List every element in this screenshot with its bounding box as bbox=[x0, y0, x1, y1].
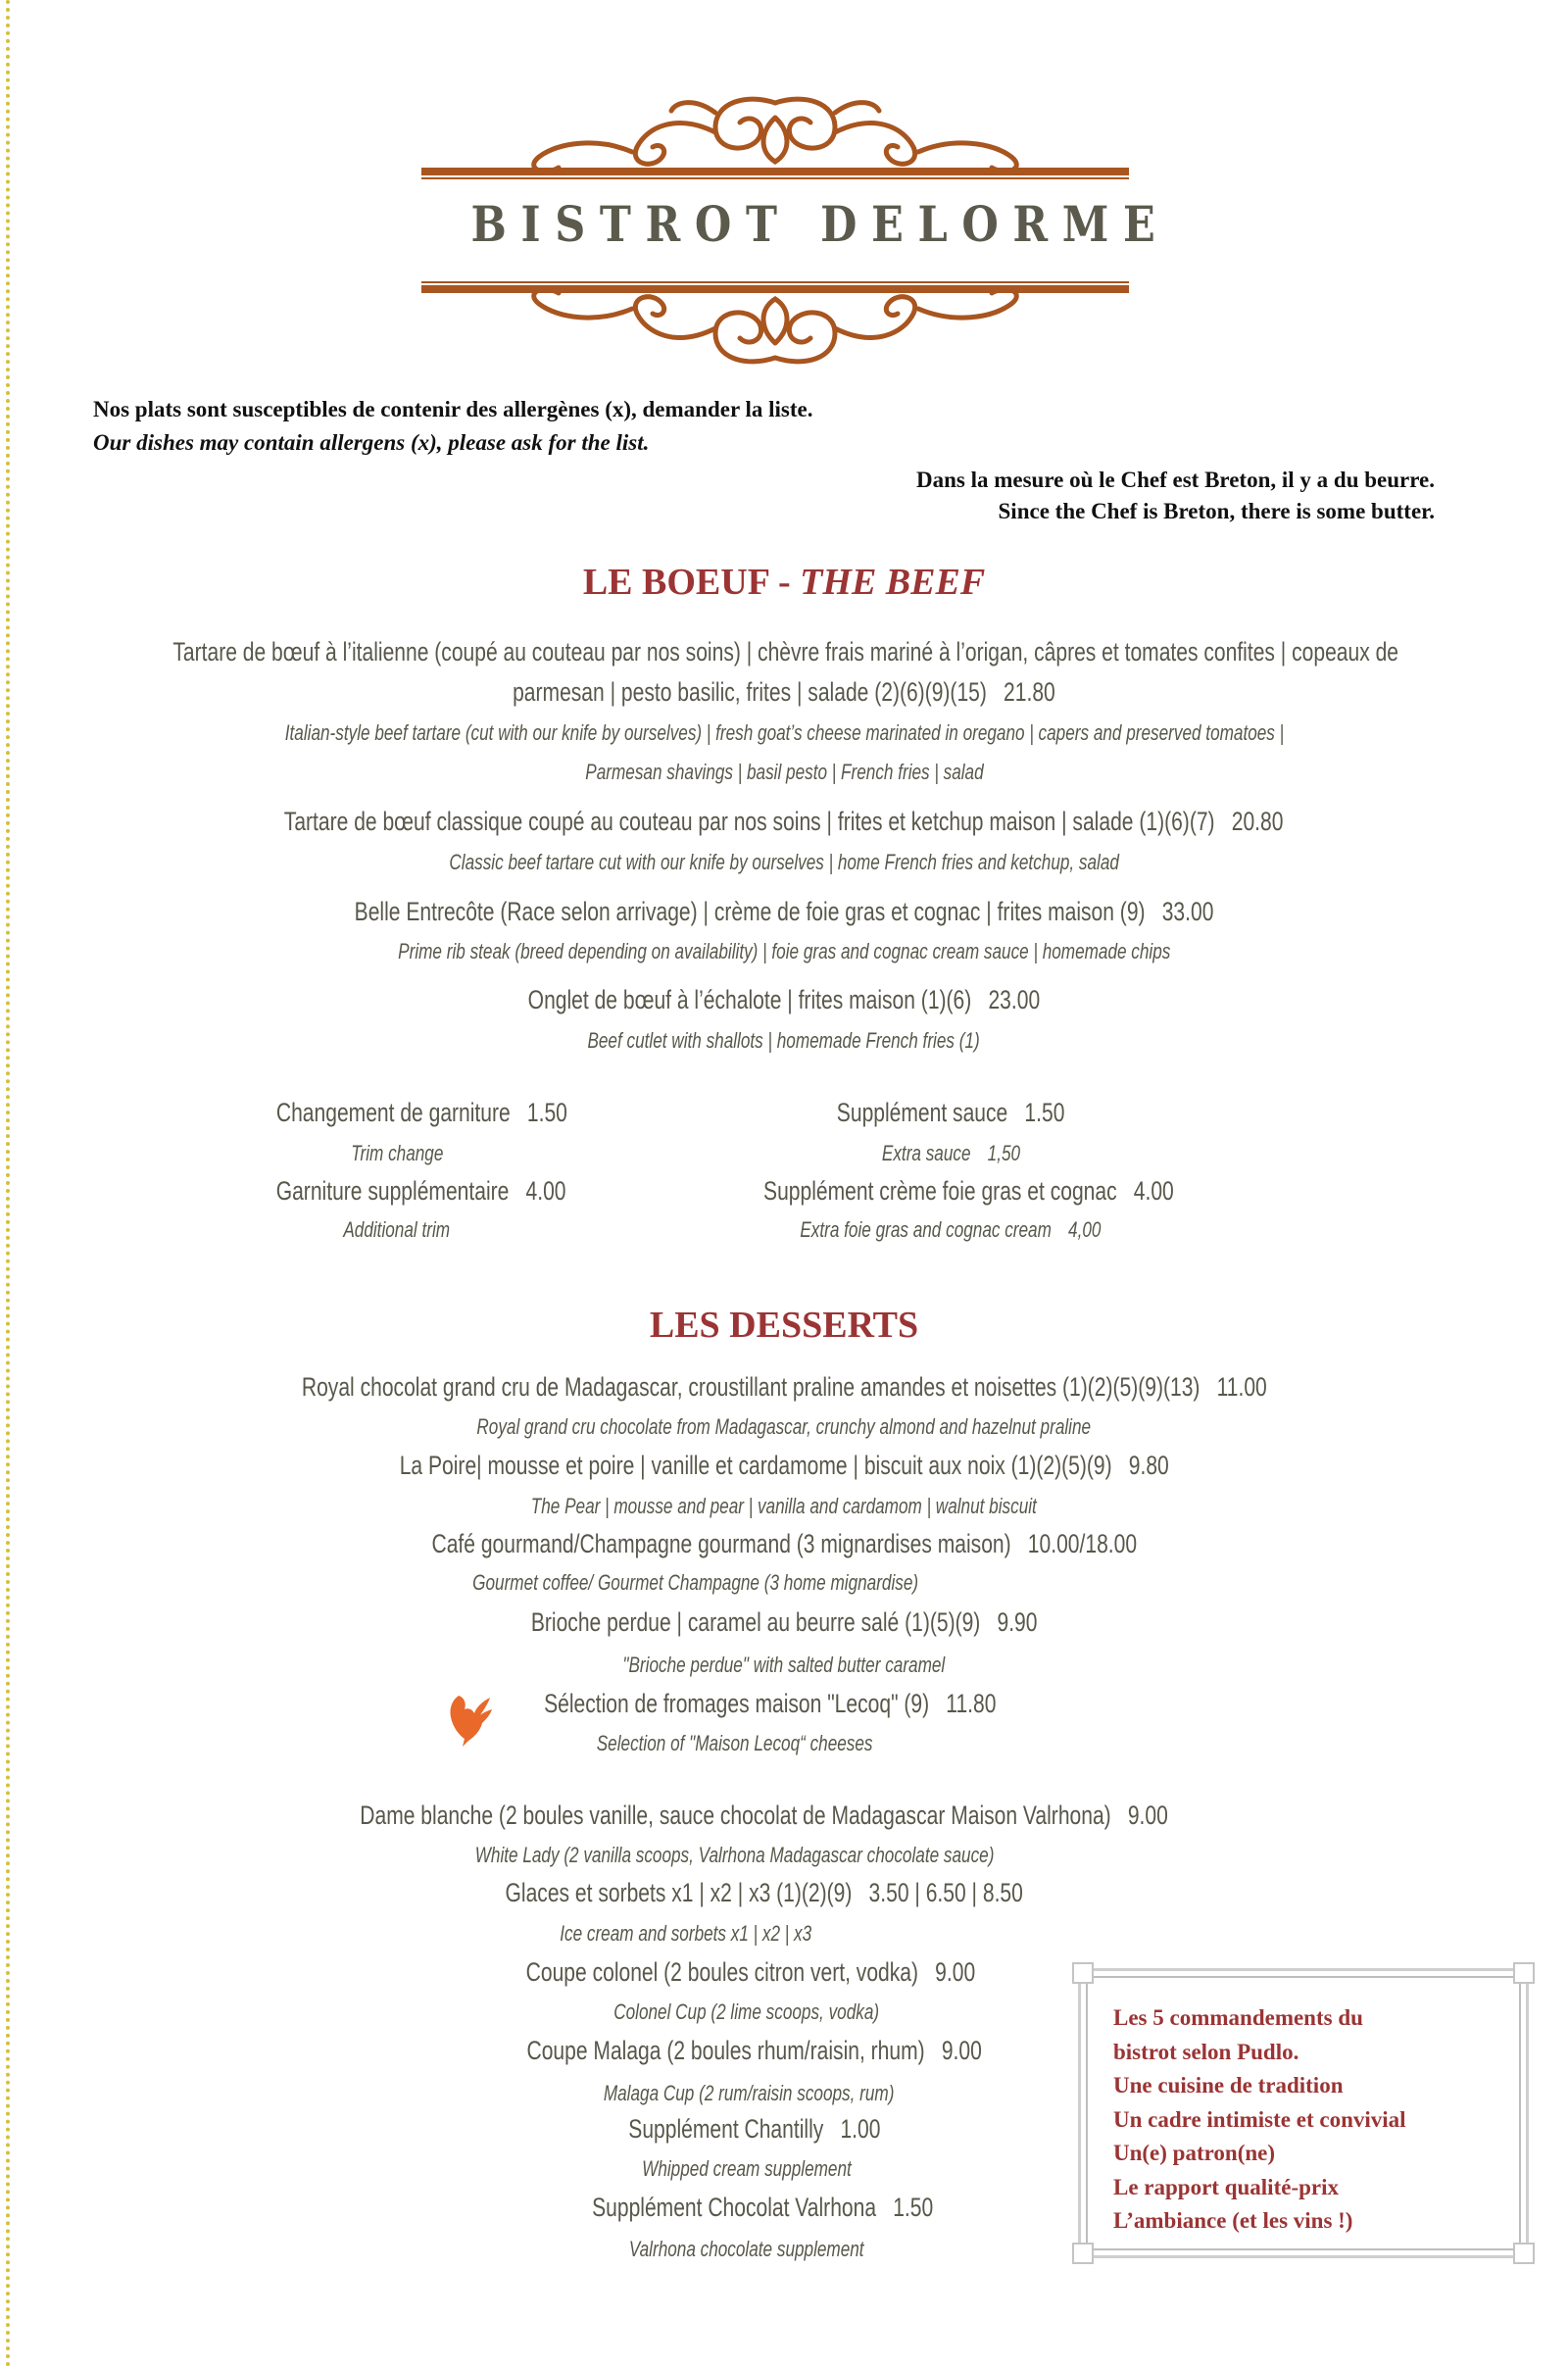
dish-desc-en bbox=[0, 1489, 1568, 1524]
extra-desc-en-text: Trim change bbox=[350, 1141, 444, 1165]
extra-desc-en bbox=[225, 1136, 568, 1171]
commandment-item: L’ambiance (et les vins !) bbox=[1113, 2208, 1353, 2233]
extra-name: Supplément sauce bbox=[836, 1098, 1008, 1127]
dish-price: 9.00 bbox=[1128, 1801, 1169, 1830]
dish-desc-en bbox=[0, 1023, 1568, 1059]
menu-item-onglet bbox=[0, 982, 1568, 1017]
menu-item-fromages bbox=[0, 1686, 1554, 1721]
dish-price: 1.00 bbox=[840, 2114, 881, 2144]
dish-desc-en bbox=[0, 1838, 1519, 1873]
dish-desc-en-text: Classic beef tartare cut with our knife by ourselves | home French fries and ketchup, salad bbox=[449, 850, 1119, 874]
dish-name-fr: Brioche perdue | caramel au beurre salé (1)(5)(9) bbox=[530, 1607, 981, 1637]
butter-notice-en: Since the Chef is Breton, there is some butter. bbox=[998, 499, 1435, 523]
dish-desc-en-text: Valrhona chocolate supplement bbox=[629, 2237, 864, 2261]
extra-desc-en bbox=[706, 1136, 1196, 1171]
dish-desc-en-text: Colonel Cup (2 lime scoops, vodka) bbox=[613, 1999, 880, 2024]
extra-name: Supplément crème foie gras et cognac bbox=[763, 1176, 1117, 1206]
corner-ornament-icon bbox=[1513, 2243, 1535, 2264]
menu-item-tartare-classique bbox=[0, 804, 1568, 839]
commandment-item: Un cadre intimiste et convivial bbox=[1113, 2106, 1406, 2132]
dish-name-fr: Sélection de fromages maison "Lecoq" (9) bbox=[544, 1689, 930, 1718]
dish-name-fr: Coupe Malaga (2 boules rhum/raisin, rhum) bbox=[526, 2036, 926, 2065]
dish-name-fr: La Poire| mousse et poire | vanille et cardamome | biscuit aux noix (1)(2)(5)(9) bbox=[399, 1451, 1112, 1480]
dish-name-fr: Supplément Chantilly bbox=[628, 2114, 824, 2144]
dish-desc-en-text: Gourmet coffee/ Gourmet Champagne (3 home mignardise) bbox=[472, 1570, 919, 1595]
dish-desc-en bbox=[0, 1409, 1568, 1445]
allergens-notice-en: Our dishes may contain allergens (x), please ask for the list. bbox=[93, 430, 650, 455]
extra-price: 4.00 bbox=[525, 1176, 566, 1206]
dish-desc-en-text: Malaga Cup (2 rum/raisin scoops, rum) bbox=[603, 2081, 895, 2105]
dish-price: 33.00 bbox=[1161, 897, 1214, 926]
commandments-list bbox=[1113, 2001, 1406, 2239]
commandments-heading-1: Les 5 commandements du bbox=[1113, 2005, 1363, 2030]
dish-desc-en bbox=[0, 1916, 1470, 1951]
menu-item-dame-blanche bbox=[0, 1798, 1548, 1833]
extra-price: 4.00 bbox=[1133, 1176, 1174, 1206]
dish-price: 9.80 bbox=[1128, 1451, 1169, 1480]
dish-name-fr: Dame blanche (2 boules vanille, sauce chocolat de Madagascar Maison Valrhona) bbox=[360, 1801, 1112, 1830]
dish-desc-en-text: The Pear | mousse and pear | vanilla and cardamom | walnut biscuit bbox=[530, 1494, 1038, 1518]
section-title-beef bbox=[0, 561, 1568, 604]
menu-item-tartare-italienne-cont bbox=[0, 674, 1568, 710]
dish-desc-en bbox=[0, 755, 1568, 790]
dish-price: 11.00 bbox=[1216, 1372, 1267, 1402]
dish-desc-en bbox=[0, 1648, 1568, 1683]
dish-price: 11.80 bbox=[946, 1689, 997, 1718]
extra-desc-en bbox=[706, 1212, 1196, 1248]
menu-item-cafe-gourmand bbox=[0, 1526, 1568, 1561]
section-title-beef-en: THE BEEF bbox=[800, 562, 986, 603]
dish-price: 20.80 bbox=[1232, 807, 1284, 836]
extra-desc-en-text: Extra sauce bbox=[881, 1141, 971, 1165]
extra-sauce bbox=[706, 1095, 1196, 1130]
section-title-beef-fr: LE BOEUF - bbox=[582, 562, 801, 603]
dish-desc-en-text: Parmesan shavings | basil pesto | French fries | salad bbox=[584, 760, 984, 784]
dish-name-fr: Tartare de bœuf classique coupé au couteau par nos soins | frites et ketchup maison | salade (1)(6)(7) bbox=[284, 807, 1215, 836]
dish-name-fr: Belle Entrecôte (Race selon arrivage) | crème de foie gras et cognac | frites maison (9) bbox=[354, 897, 1146, 926]
ornament-bottom-icon bbox=[421, 279, 1129, 368]
dish-price: 21.80 bbox=[1004, 677, 1055, 707]
dish-desc-en-text: Prime rib steak (breed depending on availability) | foie gras and cognac cream sauce | homemade chips bbox=[397, 939, 1171, 963]
extra-price-en: 4,00 bbox=[1068, 1217, 1102, 1242]
dish-desc-en bbox=[0, 716, 1568, 751]
corner-ornament-icon bbox=[1072, 1962, 1094, 1984]
logo bbox=[421, 93, 1170, 368]
dish-desc-en-text: Beef cutlet with shallots | homemade French fries (1) bbox=[587, 1028, 981, 1053]
dish-price: 10.00/18.00 bbox=[1027, 1529, 1137, 1558]
dish-price: 9.90 bbox=[997, 1607, 1038, 1637]
extra-additional-garnish bbox=[225, 1173, 617, 1209]
commandment-item: Une cuisine de tradition bbox=[1113, 2073, 1344, 2098]
dish-desc-en-text: "Brioche perdue" with salted butter caramel bbox=[622, 1653, 946, 1677]
extra-price: 1.50 bbox=[526, 1098, 567, 1127]
dish-desc-en-text: Italian-style beef tartare (cut with our knife by ourselves) | fresh goat’s cheese marinated in oregano | capers and preserved tomatoes | bbox=[284, 720, 1284, 745]
dish-price: 1.50 bbox=[893, 2193, 934, 2222]
dish-desc-en-text: Royal grand cru chocolate from Madagascar, crunchy almond and hazelnut praline bbox=[476, 1414, 1092, 1439]
extra-desc-en-text: Extra foie gras and cognac cream bbox=[800, 1217, 1053, 1242]
dish-name-fr: Coupe colonel (2 boules citron vert, vodka) bbox=[525, 1957, 919, 1987]
extra-price-en: 1,50 bbox=[987, 1141, 1020, 1165]
dish-desc-en-text: Selection of "Maison Lecoq“ cheeses bbox=[597, 1731, 873, 1755]
dish-desc-en bbox=[0, 845, 1568, 880]
ornament-top-icon bbox=[421, 93, 1129, 181]
extra-garnish-change bbox=[225, 1095, 617, 1130]
extra-desc-en bbox=[225, 1212, 568, 1248]
commandment-item: Le rapport qualité-prix bbox=[1113, 2174, 1339, 2199]
dish-name-fr: Café gourmand/Champagne gourmand (3 mignardises maison) bbox=[431, 1529, 1011, 1558]
extra-name: Garniture supplémentaire bbox=[276, 1176, 510, 1206]
extra-price: 1.50 bbox=[1024, 1098, 1065, 1127]
extra-name: Changement de garniture bbox=[275, 1098, 511, 1127]
dish-name-fr: Onglet de bœuf à l’échalote | frites maison (1)(6) bbox=[527, 985, 972, 1014]
dish-desc-en-text: White Lady (2 vanilla scoops, Valrhona Madagascar chocolate sauce) bbox=[475, 1843, 995, 1867]
allergens-notice-fr: Nos plats sont susceptibles de contenir des allergènes (x), demander la liste. bbox=[93, 397, 813, 421]
corner-ornament-icon bbox=[1072, 2243, 1094, 2264]
dish-price: 3.50 | 6.50 | 8.50 bbox=[868, 1878, 1024, 1907]
commandments-box bbox=[1074, 1964, 1533, 2262]
menu-item-royal-chocolat bbox=[0, 1369, 1568, 1405]
section-title-desserts: LES DESSERTS bbox=[649, 1305, 919, 1346]
dish-desc-en-text: Ice cream and sorbets x1 | x2 | x3 bbox=[560, 1921, 812, 1946]
dish-desc-en bbox=[0, 1565, 1480, 1601]
extra-foie-gras-cream bbox=[706, 1173, 1196, 1209]
dish-name-fr: Supplément Chocolat Valrhona bbox=[591, 2193, 876, 2222]
menu-item-entrecote bbox=[0, 894, 1568, 929]
dish-price: 9.00 bbox=[942, 2036, 983, 2065]
dish-name-fr: parmesan | pesto basilic, frites | salade (2)(6)(9)(15) bbox=[513, 677, 987, 707]
menu-item-la-poire bbox=[0, 1448, 1568, 1483]
dish-name-fr: Tartare de bœuf à l’italienne (coupé au couteau par nos soins) | chèvre frais mariné à l’origan, câpres et tomates confites | copeaux de bbox=[172, 637, 1399, 666]
dish-desc-en-text: Whipped cream supplement bbox=[642, 2156, 852, 2181]
extra-desc-en-text: Additional trim bbox=[343, 1217, 451, 1242]
dish-desc-en bbox=[0, 934, 1568, 969]
commandment-item: Un(e) patron(ne) bbox=[1113, 2141, 1276, 2165]
butter-notice-fr: Dans la mesure où le Chef est Breton, il y a du beurre. bbox=[916, 468, 1435, 492]
dish-price: 23.00 bbox=[988, 985, 1041, 1014]
commandments-heading-2: bistrot selon Pudlo. bbox=[1113, 2039, 1299, 2064]
dish-desc-en bbox=[0, 1726, 1519, 1761]
menu-item-glaces-sorbets bbox=[0, 1875, 1548, 1910]
menu-item-brioche-perdue bbox=[0, 1604, 1568, 1640]
corner-ornament-icon bbox=[1513, 1962, 1535, 1984]
menu-item-tartare-italienne bbox=[0, 634, 1568, 669]
dish-name-fr: Glaces et sorbets x1 | x2 | x3 (1)(2)(9) bbox=[505, 1878, 853, 1907]
dish-name-fr: Royal chocolat grand cru de Madagascar, croustillant praline amandes et noisettes (1)(2)(5)(9)(13) bbox=[301, 1372, 1200, 1402]
restaurant-name: BISTROT DELORME bbox=[470, 195, 1170, 253]
dish-price: 9.00 bbox=[935, 1957, 976, 1987]
